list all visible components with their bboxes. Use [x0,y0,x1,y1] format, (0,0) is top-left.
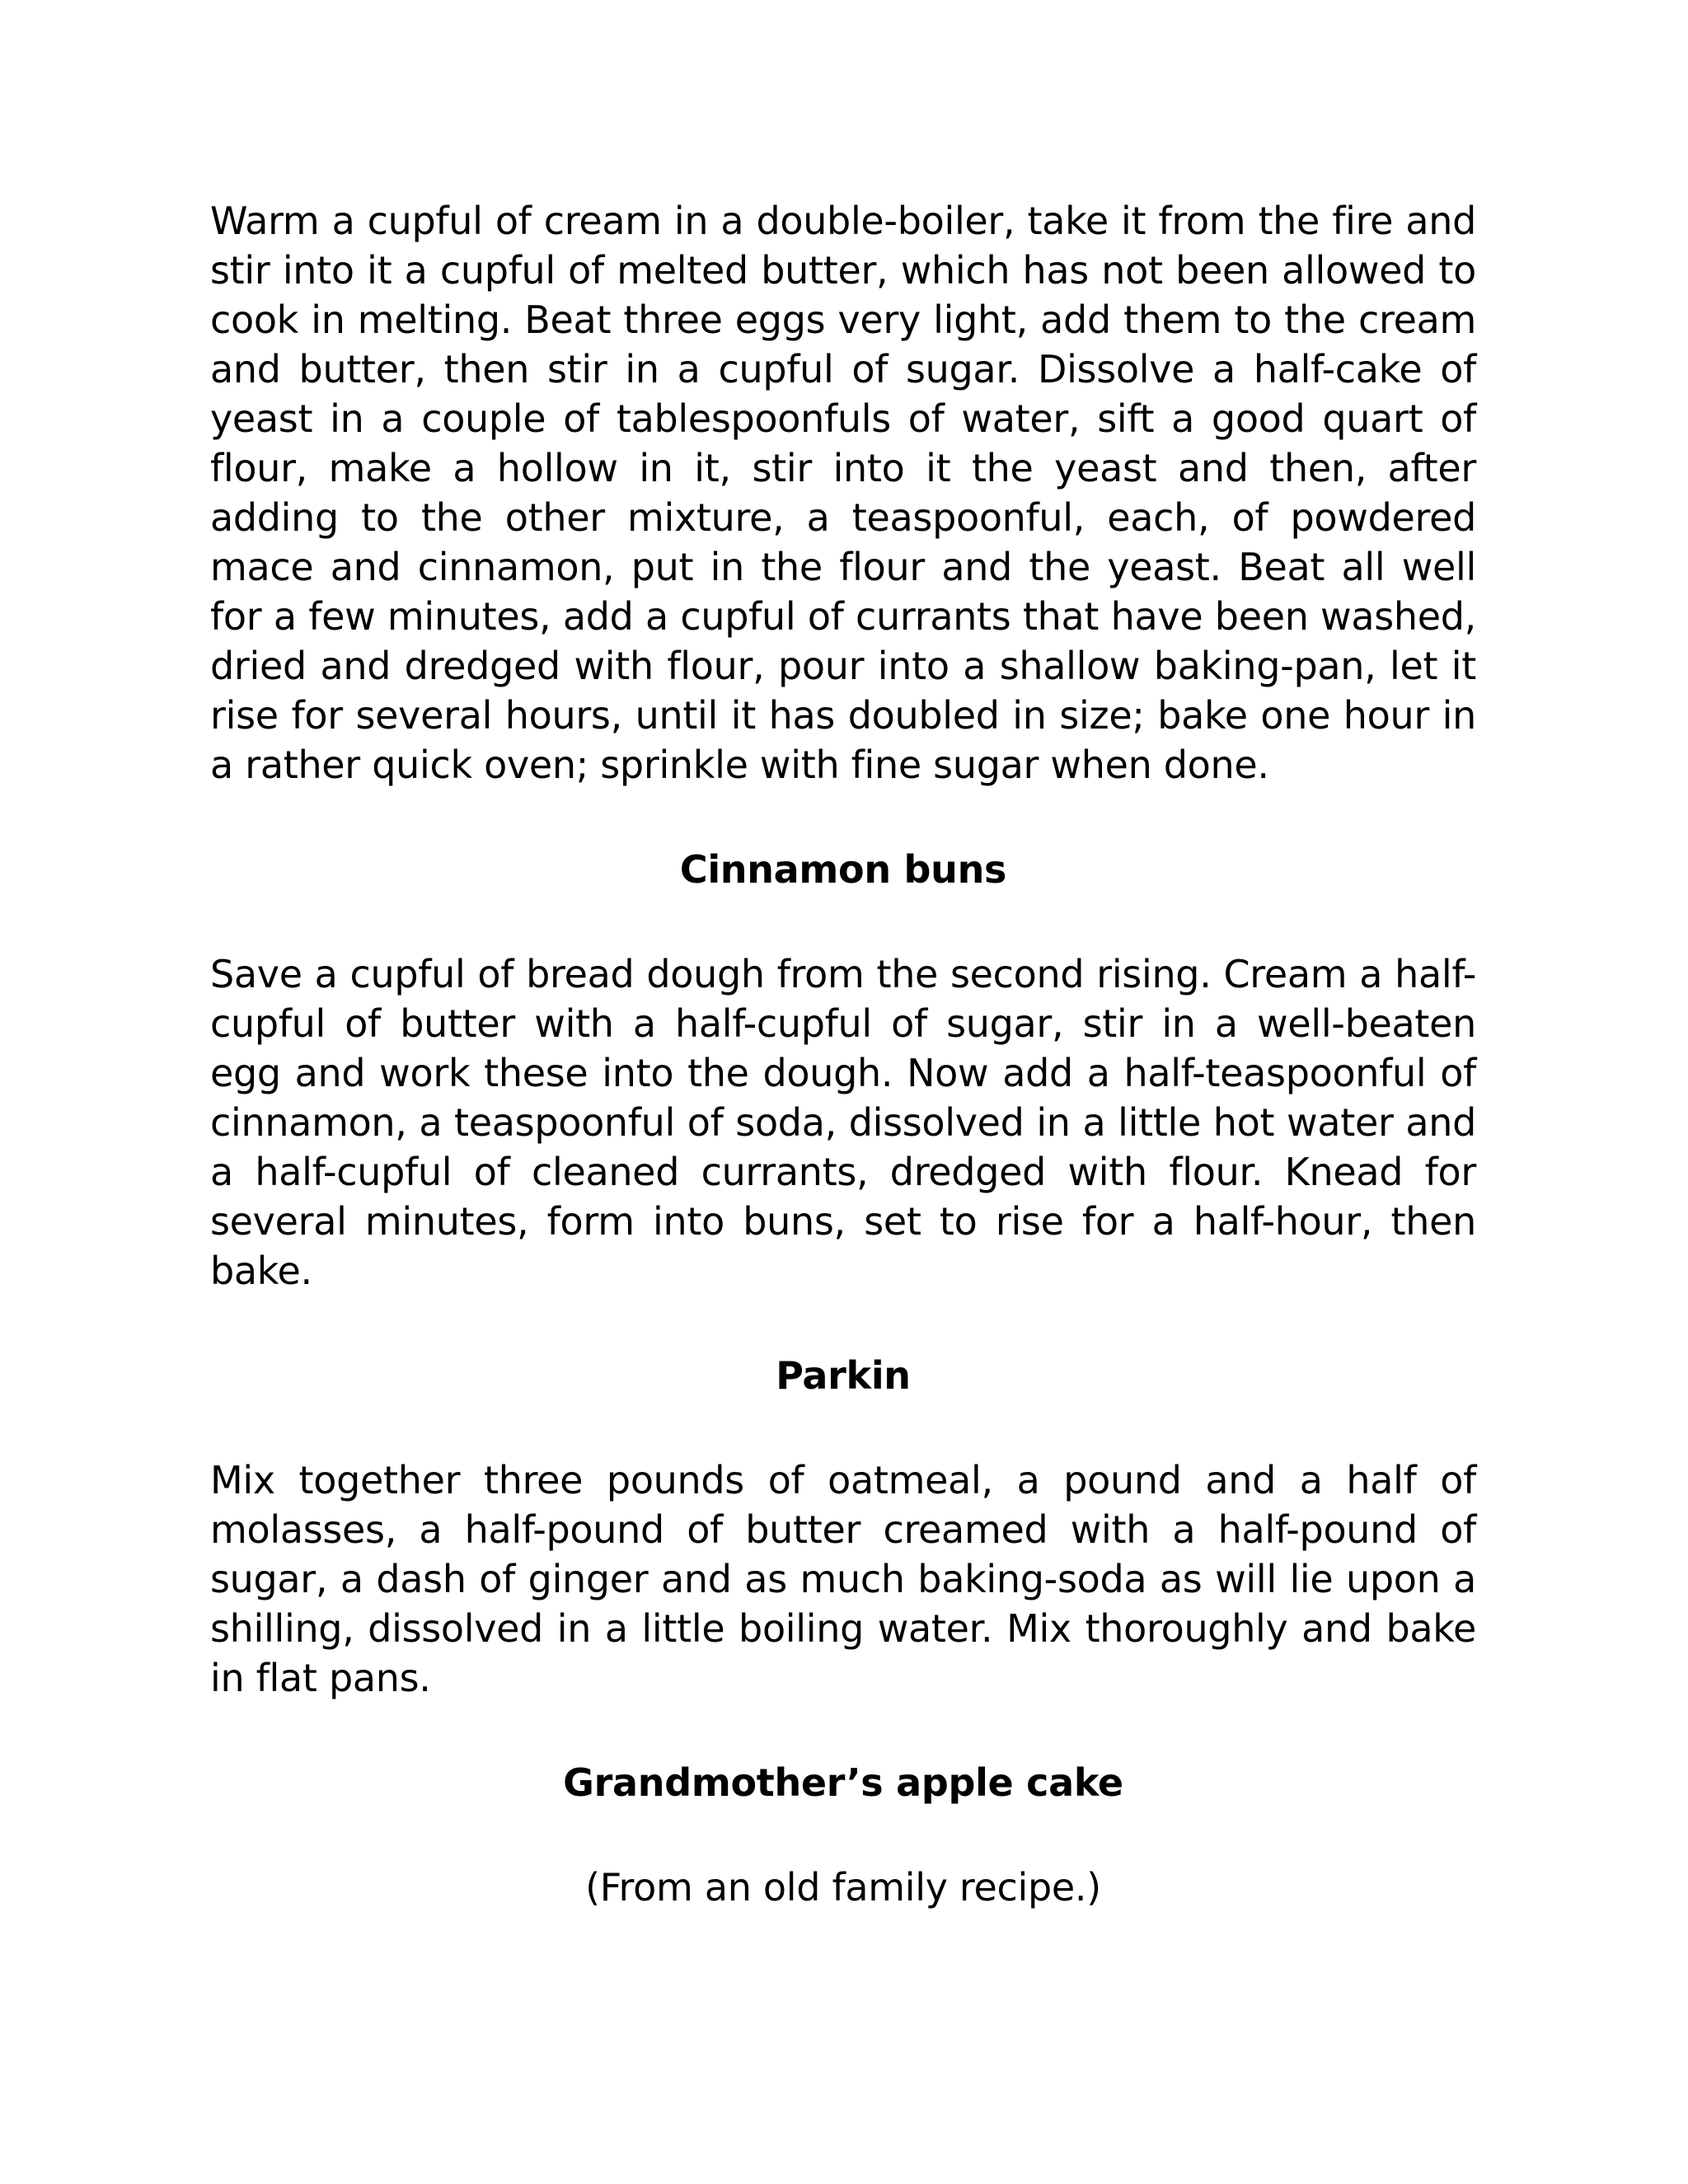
section-title-apple-cake: Grandmother’s apple cake [563,1760,1123,1805]
section-title-cinnamon-buns: Cinnamon buns [679,847,1007,892]
intro-paragraph: Warm a cupful of cream in a double-boiler, take it from the fire and stir into it a cupful of melted butter, which has not been allowed to cook in melting. Beat three eggs very light, add them to the cream and butter, then stir in a cupful of sugar. Dissolve a half-cake of yeast in a couple of tablespoonfuls of water, sift a good quart of flour, make a hollow in it, stir into it the yeast and then, after adding to the other mixture, a teaspoonful, each, of powdered mace and cinnamon, put in the flour and the yeast. Beat all well for a few minutes, add a cupful of currants that have been washed, dried and dredged with flour, pour into a shallow baking-pan, let it rise for several hours, until it has doubled in size; bake one hour in a rather quick oven; sprinkle with fine sugar when done. [210,199,1476,787]
section-body-parkin: Mix together three pounds of oatmeal, a pound and a half of molasses, a half-pound of butter creamed with a half-pound of sugar, a dash of ginger and as much baking-soda as will lie upon a shilling, dissolved in a little boiling water. Mix thoroughly and bake in flat pans. [210,1458,1476,1700]
document-page [210,196,1476,1912]
section-title-parkin: Parkin [776,1353,911,1398]
section-note-apple-cake: (From an old family recipe.) [585,1865,1101,1910]
section-body-cinnamon-buns: Save a cupful of bread dough from the second rising. Cream a half-cupful of butter with a half-cupful of sugar, stir in a well-beaten egg and work these into the dough. Now add a half-teaspoonful of cinnamon, a teaspoonful of soda, dissolved in a little hot water and a half-cupful of cleaned currants, dredged with flour. Knead for several minutes, form into buns, set to rise for a half-hour, then bake. [210,952,1476,1293]
